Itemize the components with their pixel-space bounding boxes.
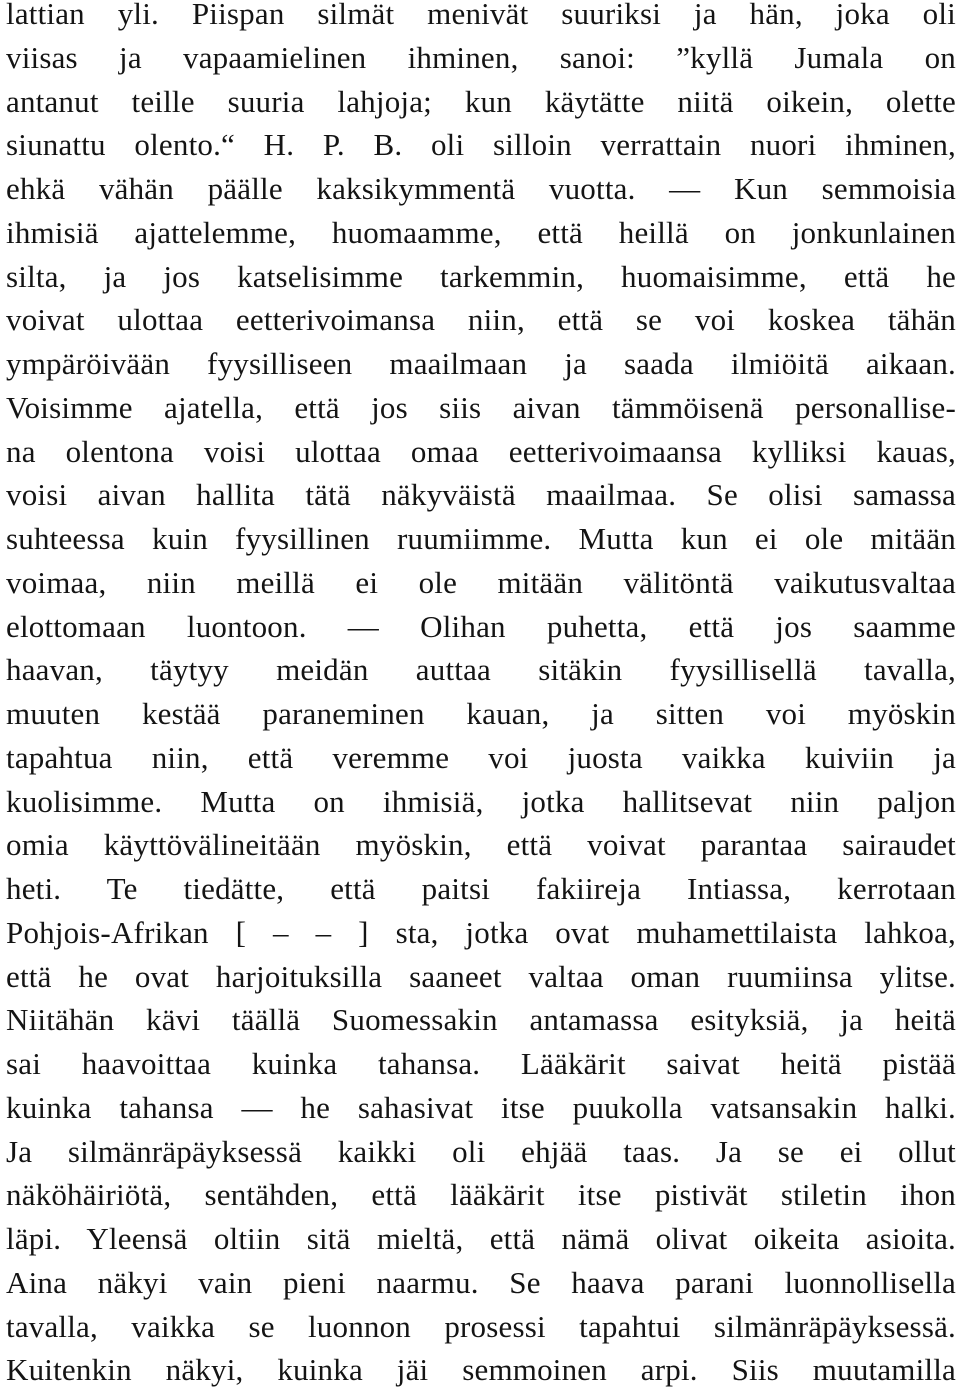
text-line: voivat ulottaa eetterivoimansa niin, että se voi koskea tähän (6, 302, 956, 338)
text-line: haavan, täytyy meidän auttaa sitäkin fyysillisellä tavalla, (6, 652, 956, 688)
text-line: läpi. Yleensä oltiin sitä mieltä, että nämä olivat oikeita asioita. (6, 1221, 956, 1256)
text-line: kuolisimme. Mutta on ihmisiä, jotka hallitsevat niin paljon (6, 783, 956, 819)
text-line: omia käyttövälineitään myöskin, että voivat parantaa sairaudet (6, 827, 956, 863)
text-line: ehkä vähän päälle kaksikymmentä vuotta. — Kun semmoisia (6, 171, 956, 206)
text-line: Aina näkyi vain pieni naarmu. Se haava parani luonnollisella (6, 1264, 956, 1300)
text-line: ihmisiä ajattelemme, huomaamme, että heillä on jonkunlainen (6, 214, 956, 250)
text-line: Ja silmänräpäyksessä kaikki oli ehjää taas. Ja se ei ollut (6, 1133, 956, 1169)
text-line: elottomaan luontoon. — Olihan puhetta, että jos saamme (6, 608, 956, 644)
text-line: tapahtua niin, että veremme voi juosta vaikka kuiviin ja (6, 739, 956, 775)
text-line: että he ovat harjoituksilla saaneet valtaa oman ruumiinsa ylitse. (6, 958, 956, 994)
text-line: silta, ja jos katselisimme tarkemmin, huomaisimme, että he (6, 258, 956, 294)
text-line: sai haavoittaa kuinka tahansa. Lääkärit saivat heitä pistää (6, 1046, 956, 1081)
text-line: muuten kestää paraneminen kauan, ja sitten voi myöskin (6, 696, 956, 731)
text-line: na olentona voisi ulottaa omaa eetterivoimaansa kylliksi kauas, (6, 433, 956, 469)
text-line: suhteessa kuin fyysillinen ruumiimme. Mutta kun ei ole mitään (6, 521, 956, 556)
text-line: kuinka tahansa — he sahasivat itse puukolla vatsansakin halki. (6, 1089, 956, 1125)
text-line: voimaa, niin meillä ei ole mitään välitöntä vaikutusvaltaa (6, 564, 956, 600)
text-line: siunattu olento.“ H. P. B. oli silloin verrattain nuori ihminen, (6, 127, 956, 163)
text-line: voisi aivan hallita tätä näkyväistä maailmaa. Se olisi samassa (6, 477, 956, 513)
text-line: näköhäiriötä, sentähden, että lääkärit itse pistivät stiletin ihon (6, 1177, 956, 1213)
text-line: viisas ja vapaamielinen ihminen, sanoi: ”kyllä Jumala on (6, 39, 956, 75)
text-line: antanut teille suuria lahjoja; kun käytätte niitä oikein, olette (6, 83, 956, 119)
text-line: Kuitenkin näkyi, kuinka jäi semmoinen arpi. Siis muutamilla (6, 1352, 956, 1388)
text-line: heti. Te tiedätte, että paitsi fakiireja Intiassa, kerrotaan (6, 871, 956, 906)
text-line: Voisimme ajatella, että jos siis aivan tämmöisenä personallise- (6, 389, 956, 425)
text-line: Pohjois-Afrikan [ – – ] sta, jotka ovat muhamettilaista lahkoa, (6, 914, 956, 950)
text-line: ympäröivään fyysilliseen maailmaan ja saada ilmiöitä aikaan. (6, 346, 956, 381)
text-line: lattian yli. Piispan silmät menivät suuriksi ja hän, joka oli (6, 0, 956, 31)
body-text (6, 0, 956, 1392)
text-line: tavalla, vaikka se luonnon prosessi tapahtui silmänräpäyksessä. (6, 1308, 956, 1344)
text-line: Niitähän kävi täällä Suomessakin antamassa esityksiä, ja heitä (6, 1002, 956, 1038)
